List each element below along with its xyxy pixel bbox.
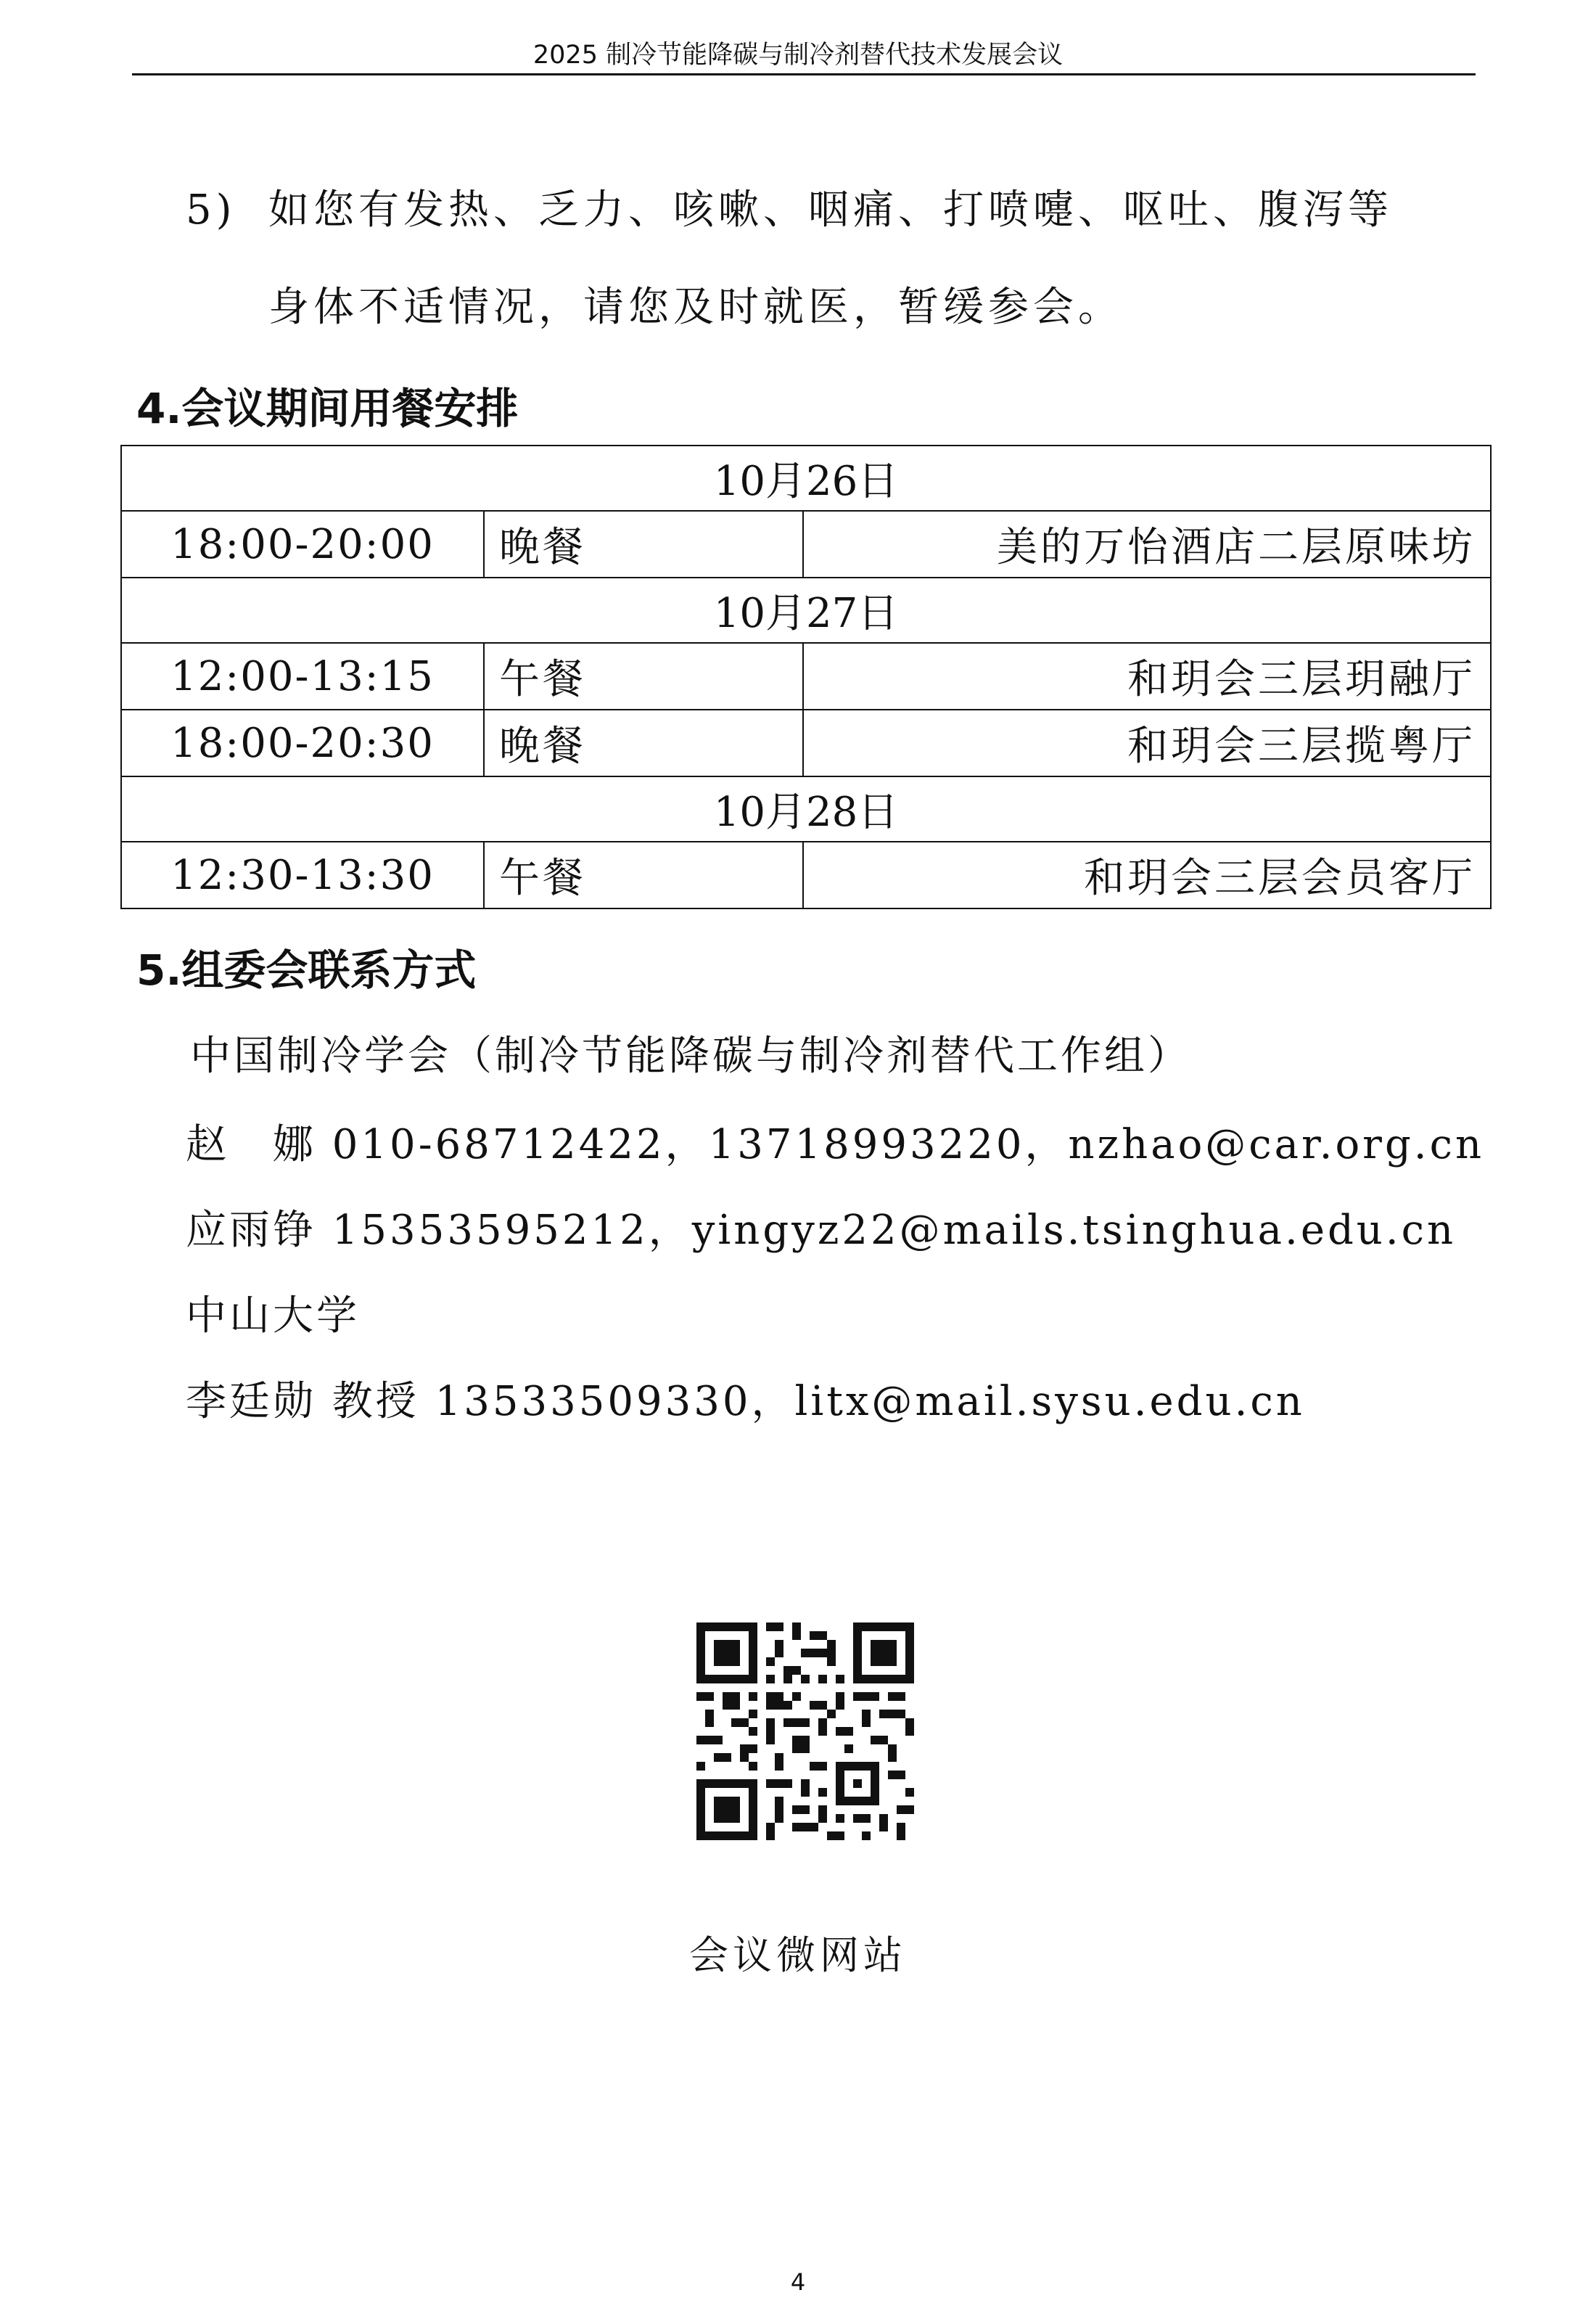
meal-row (121, 643, 1491, 710)
qr-code[interactable] (696, 1622, 914, 1840)
running-header: 2025 制冷节能降碳与制冷剂替代技术发展会议 (532, 41, 1064, 70)
meal-cell: 午餐 (484, 643, 803, 710)
health-item-line-2: 身体不适情况，请您及时就医，暂缓参会。 (268, 284, 1123, 331)
place-cell: 和玥会三层会员客厅 (803, 842, 1491, 908)
meal-row (121, 842, 1491, 908)
meal-row (121, 511, 1491, 578)
meal-row (121, 710, 1491, 776)
section-heading-meals: 4.会议期间用餐安排 (136, 384, 519, 433)
date-cell: 10月26日 (121, 446, 1491, 511)
place-cell: 和玥会三层玥融厅 (803, 643, 1491, 710)
time-cell: 18:00-20:00 (121, 511, 484, 578)
time-cell: 12:00-13:15 (121, 643, 484, 710)
date-row (121, 776, 1491, 842)
contact-organization: 中国制冷学会（制冷节能降碳与制冷剂替代工作组） (190, 1033, 1191, 1080)
contact-zhao: 赵 娜 010-68712422，13718993220，nzhao@car.org.cn (186, 1121, 1485, 1168)
date-cell: 10月28日 (121, 776, 1491, 842)
qr-caption: 会议微网站 (689, 1932, 907, 1978)
time-cell: 18:00-20:30 (121, 710, 484, 776)
date-row (121, 578, 1491, 643)
contact-ying: 应雨铮 15353595212，yingyz22@mails.tsinghua.edu.cn (186, 1207, 1457, 1254)
meal-schedule-table (120, 445, 1492, 909)
meal-cell: 晚餐 (484, 511, 803, 578)
health-item-number: 5) (186, 186, 236, 234)
place-cell: 美的万怡酒店二层原味坊 (803, 511, 1491, 578)
section-heading-contacts: 5.组委会联系方式 (136, 945, 477, 995)
place-cell: 和玥会三层揽粤厅 (803, 710, 1491, 776)
contact-li: 李廷勋 教授 13533509330，litx@mail.sysu.edu.cn (186, 1378, 1305, 1425)
date-cell: 10月27日 (121, 578, 1491, 643)
date-row (121, 446, 1491, 511)
time-cell: 12:30-13:30 (121, 842, 484, 908)
contact-university: 中山大学 (186, 1292, 360, 1340)
health-item-line-1: 如您有发热、乏力、咳嗽、咽痛、打喷嚏、呕吐、腹泻等 (268, 186, 1393, 234)
header-rule (132, 73, 1476, 75)
page-number: 4 (790, 2268, 806, 2296)
meal-cell: 晚餐 (484, 710, 803, 776)
meal-cell: 午餐 (484, 842, 803, 908)
